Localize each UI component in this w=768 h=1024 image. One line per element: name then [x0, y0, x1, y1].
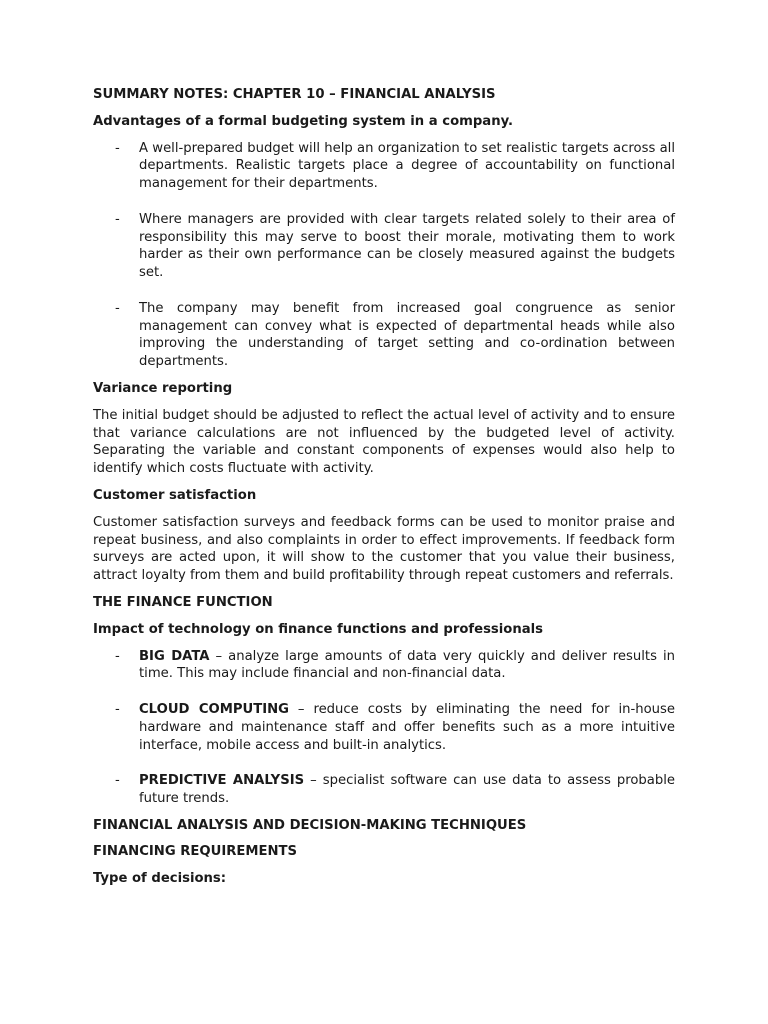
- budgeting-heading: Advantages of a formal budgeting system in a company.: [93, 113, 513, 129]
- financing-requirements-heading: FINANCING REQUIREMENTS: [93, 844, 298, 860]
- list-item-text: The company may benefit from increased goal congruence as senior management can convey what is expected of departmental heads while also improving the understanding of target setting and co-ordination between departments.: [139, 300, 675, 370]
- list-item-text: A well-prepared budget will help an organization to set realistic targets across all departments. Realistic targets place a degree of accountability on functional management for their departments.: [139, 140, 675, 192]
- technology-list: [93, 648, 675, 808]
- list-item: [93, 140, 675, 193]
- finance-function-heading: THE FINANCE FUNCTION: [93, 594, 273, 610]
- technology-subheading: Impact of technology on finance functions and professionals: [93, 621, 544, 637]
- term-label: PREDICTIVE ANALYSIS: [139, 773, 305, 789]
- bullet-dash: -: [115, 140, 120, 156]
- decision-heading: FINANCIAL ANALYSIS AND DECISION-MAKING TECHNIQUES: [93, 817, 527, 833]
- budgeting-list: [93, 140, 675, 371]
- document-page: [93, 86, 675, 897]
- term-label: BIG DATA: [139, 648, 210, 664]
- decision-types-heading: Type of decisions:: [93, 871, 227, 887]
- list-item: [93, 211, 675, 282]
- document-title: SUMMARY NOTES: CHAPTER 10 – FINANCIAL ANALYSIS: [93, 87, 496, 102]
- term-description: – specialist software can use data to assess probable future trends.: [139, 773, 675, 806]
- bullet-dash: -: [115, 211, 120, 227]
- bullet-dash: -: [115, 701, 120, 717]
- term-description: – reduce costs by eliminating the need for in-house hardware and maintenance staff and offer benefits such as a more intuitive interface, mobile access and built-in analytics.: [139, 701, 675, 753]
- list-item: [93, 648, 675, 684]
- list-item: [93, 300, 675, 371]
- customer-paragraph: Customer satisfaction surveys and feedback forms can be used to monitor praise and repeat business, and also complaints in order to effect improvements. If feedback form surveys are acted upon, it will show to the customer that you value their business, attract loyalty from them and build profitability through repeat customers and referrals.: [93, 514, 675, 584]
- bullet-dash: -: [115, 773, 120, 789]
- variance-paragraph: The initial budget should be adjusted to reflect the actual level of activity and to ensure that variance calculations are not influenced by the budgeted level of activity. Separating the variable and constant components of expenses would also help to identify which costs fluctuate with activity.: [93, 407, 675, 477]
- list-item: [93, 772, 675, 808]
- bullet-dash: -: [115, 300, 120, 316]
- customer-heading: Customer satisfaction: [93, 487, 257, 503]
- variance-heading: Variance reporting: [93, 380, 233, 396]
- list-item-text: Where managers are provided with clear targets related solely to their area of responsibility this may serve to boost their morale, motivating them to work harder as their own performance can be closely measured against the budgets set.: [139, 211, 675, 281]
- list-item: [93, 701, 675, 754]
- term-label: CLOUD COMPUTING: [139, 701, 289, 717]
- term-description: – analyze large amounts of data very quickly and deliver results in time. This may include financial and non-financial data.: [139, 648, 675, 682]
- bullet-dash: -: [115, 648, 120, 664]
